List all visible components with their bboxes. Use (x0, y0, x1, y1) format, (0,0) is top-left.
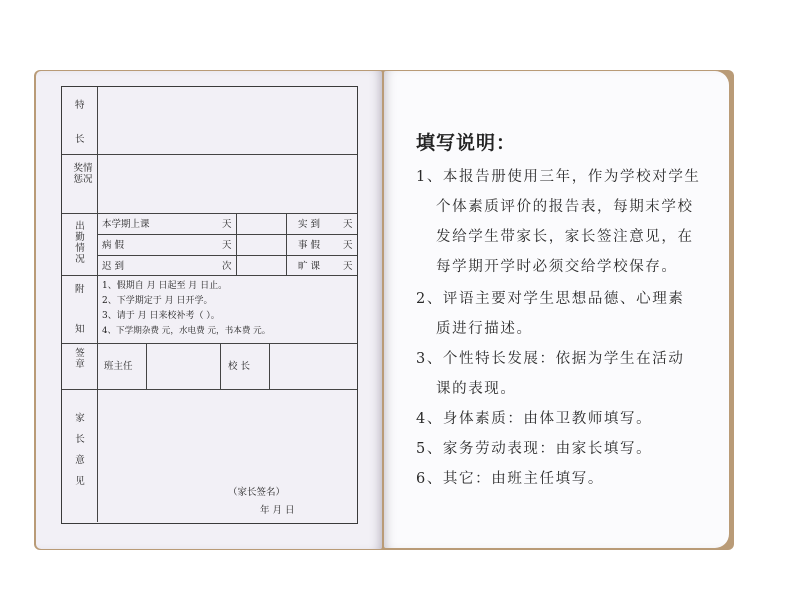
attendance-cell: 迟 到 (102, 261, 125, 272)
talent-label-top: 特 (75, 100, 85, 111)
instruction-line: 6、其它：由班主任填写。 (416, 471, 604, 487)
notice-line: 2、下学期定于 月 日开学。 (102, 296, 213, 306)
seal-col-divider (146, 343, 147, 389)
attendance-unit: 天 (222, 240, 232, 251)
seal-col-divider (220, 343, 221, 389)
notice-label-bottom: 知 (75, 324, 85, 335)
attendance-unit: 天 (343, 219, 353, 230)
attendance-col-divider (236, 213, 237, 275)
instruction-line: 个体素质评价的报告表，每期末学校 (436, 199, 694, 215)
reward-penalty-label: 奖情惩况 (73, 163, 93, 185)
row-divider (62, 213, 357, 214)
attendance-cell: 病 假 (102, 240, 125, 251)
attendance-label: 出勤情况 (75, 221, 85, 265)
row-divider (62, 154, 357, 155)
attendance-cell: 实 到 (298, 219, 321, 230)
principal-label: 校 长 (228, 361, 251, 372)
report-form-table (61, 86, 358, 524)
instruction-line: 每学期开学时必须交给学校保存。 (436, 259, 678, 275)
talent-label-bottom: 长 (75, 134, 85, 145)
attendance-cell: 本学期上课 (102, 219, 150, 230)
attendance-cell: 旷 课 (298, 261, 321, 272)
attendance-unit: 次 (222, 261, 232, 272)
attendance-divider (98, 234, 357, 235)
attendance-divider (98, 255, 357, 256)
instruction-line: 发给学生带家长，家长签注意见，在 (436, 229, 694, 245)
attendance-cell: 事 假 (298, 240, 321, 251)
instruction-line: 4、身体素质：由体卫教师填写。 (416, 411, 653, 427)
date-line: 年 月 日 (260, 505, 295, 516)
row-divider (62, 275, 357, 276)
instruction-line: 质进行描述。 (436, 321, 533, 337)
attendance-unit: 天 (343, 261, 353, 272)
instruction-line: 3、个性特长发展：依据为学生在活动 (416, 351, 685, 367)
attendance-unit: 天 (222, 219, 232, 230)
parent-signature-label: （家长签名） (228, 487, 286, 498)
head-teacher-label: 班主任 (104, 361, 133, 372)
instruction-line: 2、评语主要对学生思想品德、心理素 (416, 291, 685, 307)
instruction-line: 5、家务劳动表现：由家长填写。 (416, 441, 653, 457)
label-column-divider (97, 87, 98, 522)
instruction-line: 课的表现。 (436, 381, 517, 397)
notice-line: 1、假期自 月 日起至 月 日止。 (102, 281, 228, 291)
attendance-col-divider (286, 213, 287, 275)
row-divider (62, 389, 357, 390)
notice-label-top: 附 (75, 284, 85, 295)
instruction-line: 1、本报告册使用三年，作为学校对学生 (416, 169, 701, 185)
attendance-unit: 天 (343, 240, 353, 251)
notice-line: 3、请于 月 日来校补考（ ）。 (102, 311, 220, 321)
seal-label: 签章 (75, 348, 85, 370)
instructions-title: 填写说明： (416, 132, 517, 154)
row-divider (62, 343, 357, 344)
parent-opinion-label: 家长意见 (75, 413, 85, 487)
notice-line: 4、下学期杂费 元，水电费 元，书本费 元。 (102, 326, 271, 336)
seal-col-divider (269, 343, 270, 389)
